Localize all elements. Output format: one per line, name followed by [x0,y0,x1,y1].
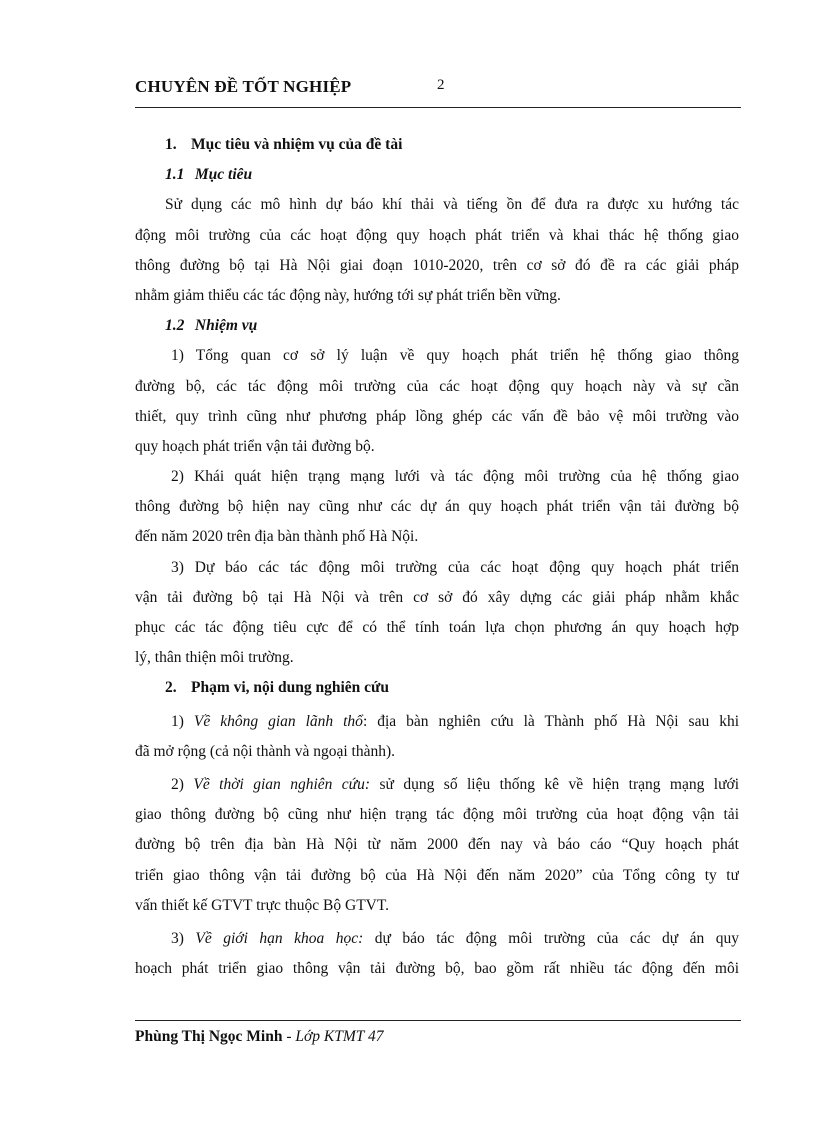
list-item-pham-vi-2: 2) Về thời gian nghiên cứu: sử dụng số liệu thống kê về hiện trạng mạng lưới giao thông đường bộ cũng như hiện trạng tác động môi trường của hoạt động vận tải đường bộ trên địa bàn Hà Nội từ năm 2000 đến nay và báo cáo “Quy hoạch phát triển giao thông vận tải đường bộ của Hà Nội đến năm 2020” của Tổng công ty tư vấn thiết kế GTVT trực thuộc Bộ GTVT. [135,775,739,914]
document-title: CHUYÊN ĐỀ TỐT NGHIỆP [135,77,352,96]
page-header [135,76,741,100]
header-rule [135,107,741,108]
footer-rule [135,1020,741,1021]
emphasis-thoi-gian: Về thời gian nghiên cứu: [193,775,371,793]
author-name: Phùng Thị Ngọc Minh [135,1028,283,1045]
emphasis-gioi-han: Về giới hạn khoa học: [195,929,364,947]
list-item-pham-vi-3: 3) Về giới hạn khoa học: dự báo tác động môi trường của các dự án quy hoạch phát triển giao thông vận tải đường bộ, bao gồm rất nhiều tác động đến môi [135,929,739,978]
page-footer [135,1028,383,1046]
list-item-nhiem-vu-2: 2) Khái quát hiện trạng mạng lưới và tác động môi trường của hệ thống giao thông đường bộ hiện nay cũng như các dự án quy hoạch phát triển vận tải đường bộ đến năm 2020 trên địa bàn thành phố Hà Nội. [135,468,739,546]
footer-separator: - [282,1028,296,1045]
emphasis-khong-gian: Về không gian lãnh thổ [193,712,363,730]
heading-section-1: 1. Mục tiêu và nhiệm vụ của đề tài [165,136,403,153]
class-label: Lớp KTMT 47 [295,1028,384,1045]
paragraph-muc-tieu: Sử dụng các mô hình dự báo khí thải và tiếng ồn để đưa ra được xu hướng tác động môi trường của các hoạt động quy hoạch phát triển và khai thác hệ thống giao thông đường bộ tại Hà Nội giai đoạn 1010-2020, trên cơ sở đó đề ra các giải pháp nhằm giảm thiểu các tác động này, hướng tới sự phát triển bền vững. [135,196,739,304]
heading-section-1-1: 1.1 Mục tiêu [165,166,253,184]
list-item-nhiem-vu-3: 3) Dự báo các tác động môi trường của các hoạt động quy hoạch phát triển vận tải đường bộ tại Hà Nội và trên cơ sở đó xây dựng các giải pháp nhằm khắc phục các tác động tiêu cực để có thể tính toán lựa chọn phương án quy hoạch hợp lý, thân thiện môi trường. [135,558,739,667]
list-item-pham-vi-1: 1) Về không gian lãnh thổ: địa bàn nghiên cứu là Thành phố Hà Nội sau khi đã mở rộng (cả nội thành và ngoại thành). [135,712,739,760]
heading-section-1-2: 1.2 Nhiệm vụ [165,317,258,335]
document-body [135,130,739,984]
page-number: 2 [437,77,445,93]
list-item-nhiem-vu-1: 1) Tổng quan cơ sở lý luận về quy hoạch phát triển hệ thống giao thông đường bộ, các tác động môi trường của các hoạt động quy hoạch này và sự cần thiết, quy trình cũng như phương pháp lồng ghép các vấn đề bảo vệ môi trường vào quy hoạch phát triển vận tải đường bộ. [135,347,739,455]
heading-section-2: 2. Phạm vi, nội dung nghiên cứu [165,679,389,697]
